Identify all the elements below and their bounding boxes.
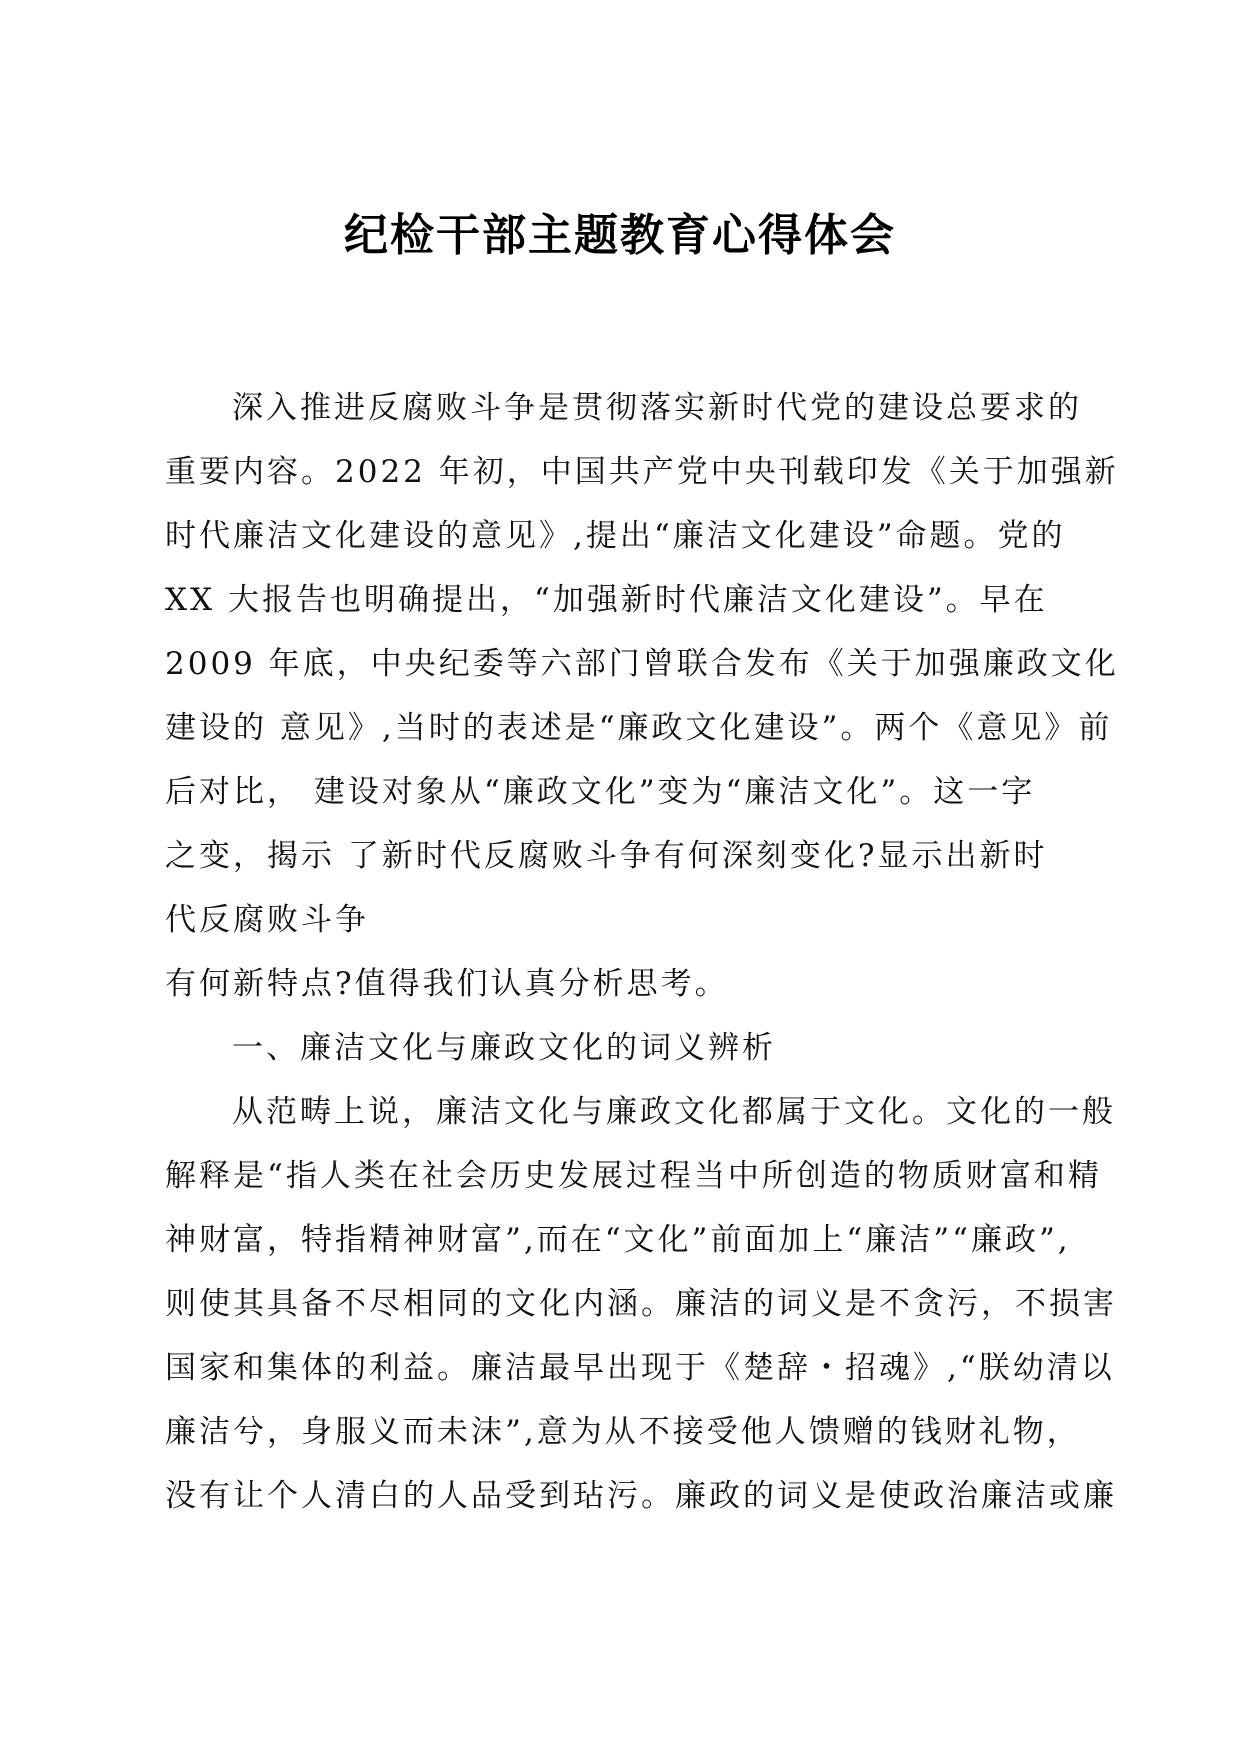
paragraph-line: 建设的 意见》,当时的表述是“廉政文化建设”。两个《意见》前 [165,710,1113,746]
paragraph-line: 有何新特点?值得我们认真分析思考。 [165,966,729,1002]
paragraph-line: XX 大报告也明确提出，“加强新时代廉洁文化建设”。早在 [165,582,1048,618]
paragraph-line: 廉洁兮，身服义而未沫”,意为从不接受他人馈赠的钱财礼物， [165,1414,1081,1450]
paragraph-line: 国家和集体的利益。廉洁最早出现于《楚辞・招魂》,“朕幼清以 [165,1350,1115,1386]
paragraph-line: 2009 年底，中央纪委等六部门曾联合发布《关于加强廉政文化 [165,646,1119,682]
paragraph-line: 从范畴上说，廉洁文化与廉政文化都属于文化。文化的一般 [232,1094,1116,1130]
paragraph-line: 没有让个人清白的人品受到玷污。廉政的词义是使政治廉洁或廉 [165,1478,1117,1514]
paragraph-line: 解释是“指人类在社会历史发展过程当中所创造的物质财富和精 [165,1158,1102,1194]
paragraph-line: 则使其具备不尽相同的文化内涵。廉洁的词义是不贪污，不损害 [165,1286,1117,1322]
paragraph-line: 代反腐败斗争 [165,902,369,938]
paragraph-line: 重要内容。2022 年初，中国共产党中央刊载印发《关于加强新 [165,454,1119,490]
paragraph-line: 时代廉洁文化建设的意见》,提出“廉洁文化建设”命题。党的 [165,518,1066,554]
paragraph-line: 深入推进反腐败斗争是贯彻落实新时代党的建设总要求的 [232,390,1082,426]
paragraph-line: 之变，揭示 了新时代反腐败斗争有何深刻变化?显示出新时 [165,838,1048,874]
paragraph-line: 神财富，特指精神财富”,而在“文化”前面加上“廉洁”“廉政”, [165,1222,1071,1258]
document-title: 纪检干部主题教育心得体会 [344,210,896,261]
section-heading: 一、廉洁文化与廉政文化的词义辨析 [232,1030,776,1066]
paragraph-line: 后对比， 建设对象从“廉政文化”变为“廉洁文化”。这一字 [165,774,1036,810]
